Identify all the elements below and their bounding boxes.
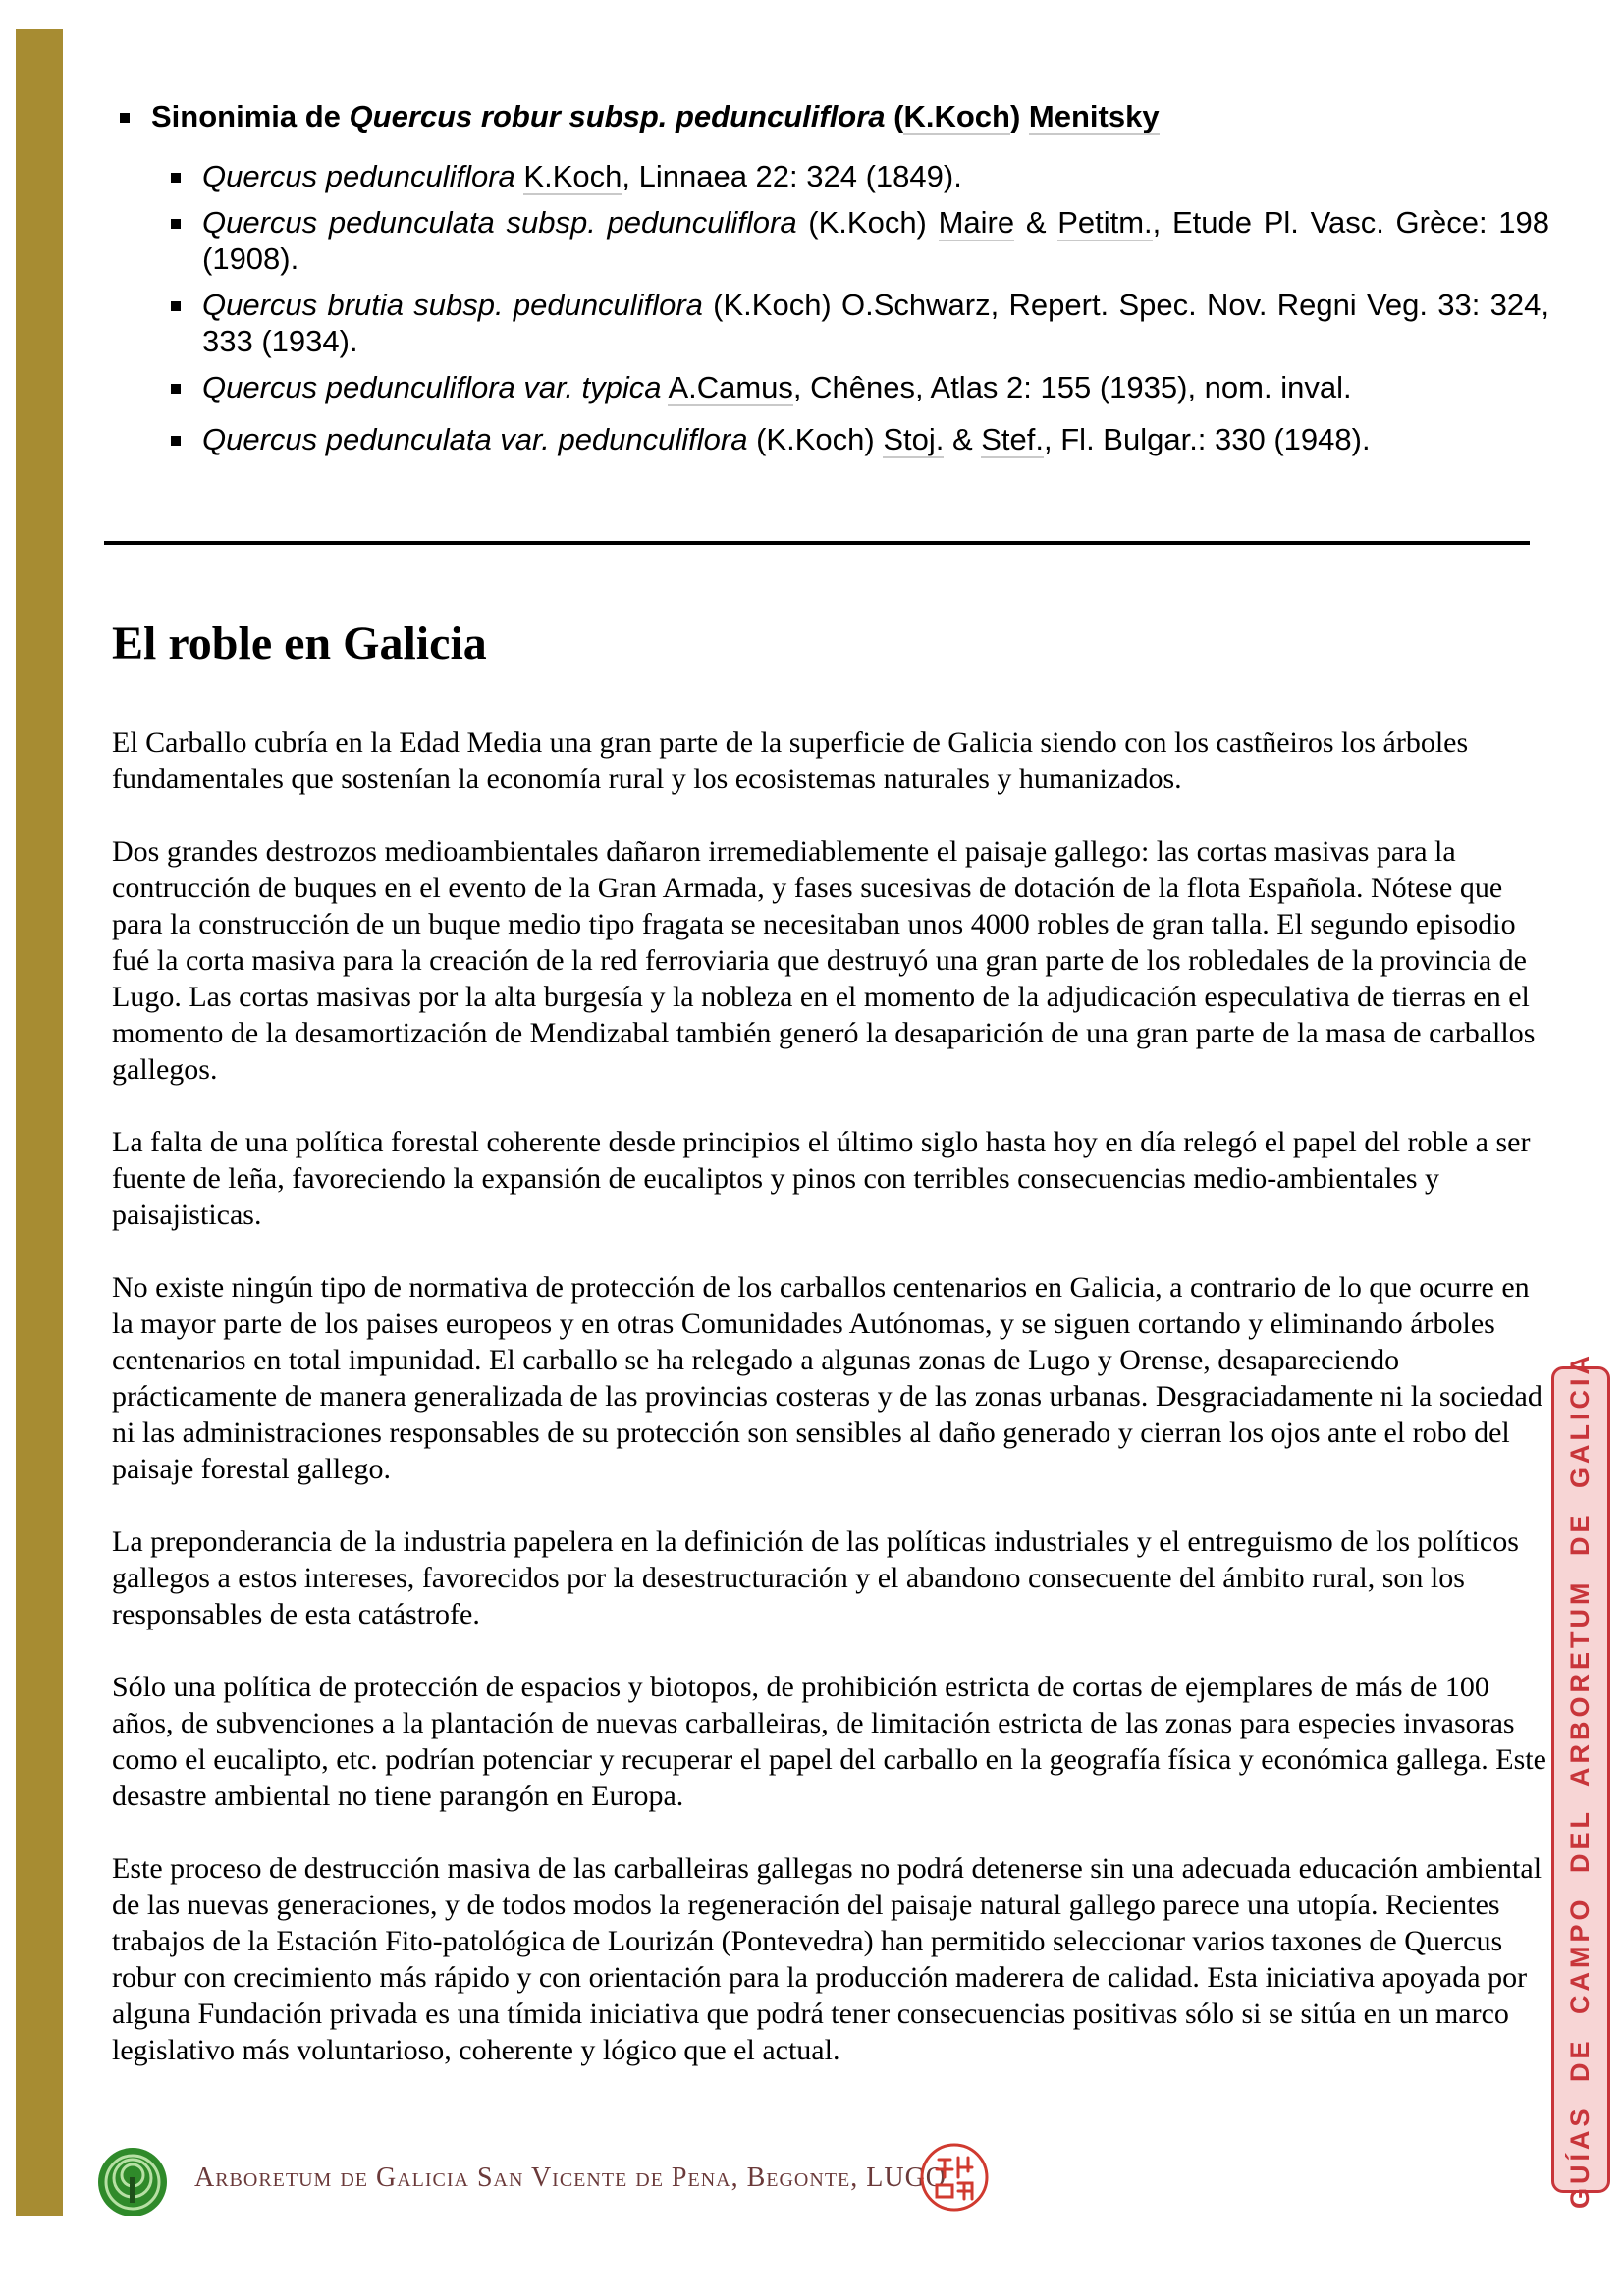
footer-text: Arboretum de Galicia San Vicente de Pena, Begonte, LUGO: [194, 2163, 947, 2193]
synonym-item: Quercus pedunculata var. pedunculiflora (K.Koch) Stoj. & Stef., Fl. Bulgar.: 330 (1948).: [167, 421, 1549, 457]
synonym-list: [116, 158, 1549, 457]
arboretum-tree-logo-icon: [96, 2146, 169, 2218]
synonym-item: Quercus brutia subsp. pedunculiflora (K.Koch) O.Schwarz, Repert. Spec. Nov. Regni Veg. 33: 324, 333 (1934).: [167, 287, 1549, 359]
synonyms-heading: Sinonimia de Quercus robur subsp. pedunculiflora (K.Koch) Menitsky: [116, 98, 1549, 134]
article-body: [112, 724, 1555, 2105]
synonym-item: Quercus pedunculiflora K.Koch, Linnaea 22: 324 (1849).: [167, 158, 1549, 194]
synonym-item: Quercus pedunculata subsp. pedunculiflora (K.Koch) Maire & Petitm., Etude Pl. Vasc. Grèce: 198 (1908).: [167, 204, 1549, 277]
author-link[interactable]: A.Camus: [668, 370, 793, 404]
synonyms-section: [116, 98, 1549, 467]
article-title: El roble en Galicia: [112, 617, 487, 669]
author-link[interactable]: Maire: [938, 205, 1015, 240]
article-paragraph: Dos grandes destrozos medioambientales dañaron irremediablemente el paisaje gallego: las cortas masivas para la contrucción de buques en el evento de la Gran Armada, y fases sucesivas de dotación de la flota Española. Nótese que para la construcción de un buque medio tipo fragata se necesitaban unos 4000 robles de gran talla. El segundo episodio fué la corta masiva para la creación de la red ferroviaria que destruyó una gran parte de los robledales de la provincia de Lugo. Las cortas masivas por la alta burgesía y la nobleza en el momento de la adjudicación especulativa de tierras en el momento de la desamortización de Mendizabal también generó la desaparición de una gran parte de la masa de carballos gallegos.: [112, 835, 1536, 1086]
side-label-text: GUÍAS DE CAMPO DEL ARBORETUM DE GALICIA: [1565, 1351, 1596, 2209]
author-link[interactable]: K.Koch: [523, 159, 622, 193]
article-paragraph: La preponderancia de la industria papelera en la definición de las políticas industriales y el entreguismo de los políticos gallegos a estos intereses, favorecidos por la desestructuración y el abandono consecuente del ámbito rural, son los responsables de esta catástrofe.: [112, 1525, 1519, 1630]
red-seal-stamp-icon: [919, 2142, 990, 2213]
synonym-item: Quercus pedunculiflora var. typica A.Camus, Chênes, Atlas 2: 155 (1935), nom. inval.: [167, 369, 1549, 405]
side-label-box: [1551, 1351, 1610, 2209]
article-paragraph: Sólo una política de protección de espacios y biotopos, de prohibición estricta de cortas de ejemplares de más de 100 años, de subvenciones a la plantación de nuevas carballeiras, de limitación estricta de las zonas para especies invasoras como el eucalipto, etc. podrían potenciar y recuperar el papel del carballo en la geografía física y económica gallega. Este desastre ambiental no tiene parangón en Europa.: [112, 1671, 1546, 1812]
author-link[interactable]: K.Koch: [903, 99, 1010, 133]
section-divider: [104, 541, 1530, 545]
article-paragraph: El Carballo cubría en la Edad Media una gran parte de la superficie de Galicia siendo con los castñeiros los árboles fundamentales que sostenían la economía rural y los ecosistemas naturales y humanizados.: [112, 726, 1469, 795]
author-link[interactable]: Stoj.: [883, 422, 945, 456]
article-paragraph: La falta de una política forestal coherente desde principios el último siglo hasta hoy en día relegó el papel del roble a ser fuente de leña, favoreciendo la expansión de eucaliptos y pinos con terribles consecuencias medio-ambientales y paisajisticas.: [112, 1126, 1531, 1231]
article-paragraph: Este proceso de destrucción masiva de las carballeiras gallegas no podrá detenerse sin una adecuada educación ambiental de las nuevas generaciones, y de todos modos la regeneración del paisaje natural gallego parece una utopía. Recientes trabajos de la Estación Fito-patológica de Lourizán (Pontevedra) han permitido seleccionar varios taxones de Quercus robur con crecimiento más rápido y con orientación para la producción maderera de calidad. Esta iniciativa apoyada por alguna Fundación privada es una tímida iniciativa que podrá tener consecuencias positivas sólo si se sitúa en un marco legislativo más voluntarioso, coherente y lógico que el actual.: [112, 1852, 1542, 2066]
author-link[interactable]: Menitsky: [1028, 99, 1160, 133]
author-link[interactable]: Petitm.: [1057, 205, 1153, 240]
left-decorative-bar: [16, 29, 63, 2216]
article-paragraph: No existe ningún tipo de normativa de protección de los carballos centenarios en Galicia, a contrario de lo que ocurre en la mayor parte de los paises europeos y en otras Comunidades Autónomas, y se siguen cortando y eliminando árboles centenarios en total impunidad. El carballo se ha relegado a algunas zonas de Lugo y Orense, desapareciendo prácticamente de manera generalizada de las provincias costeras y de las zonas urbanas. Desgraciadamente ni la sociedad ni las administraciones responsables de su protección son sensibles al daño generado y cierran los ojos ante el robo del paisaje forestal gallego.: [112, 1271, 1542, 1485]
author-link[interactable]: Stef.: [981, 422, 1045, 456]
